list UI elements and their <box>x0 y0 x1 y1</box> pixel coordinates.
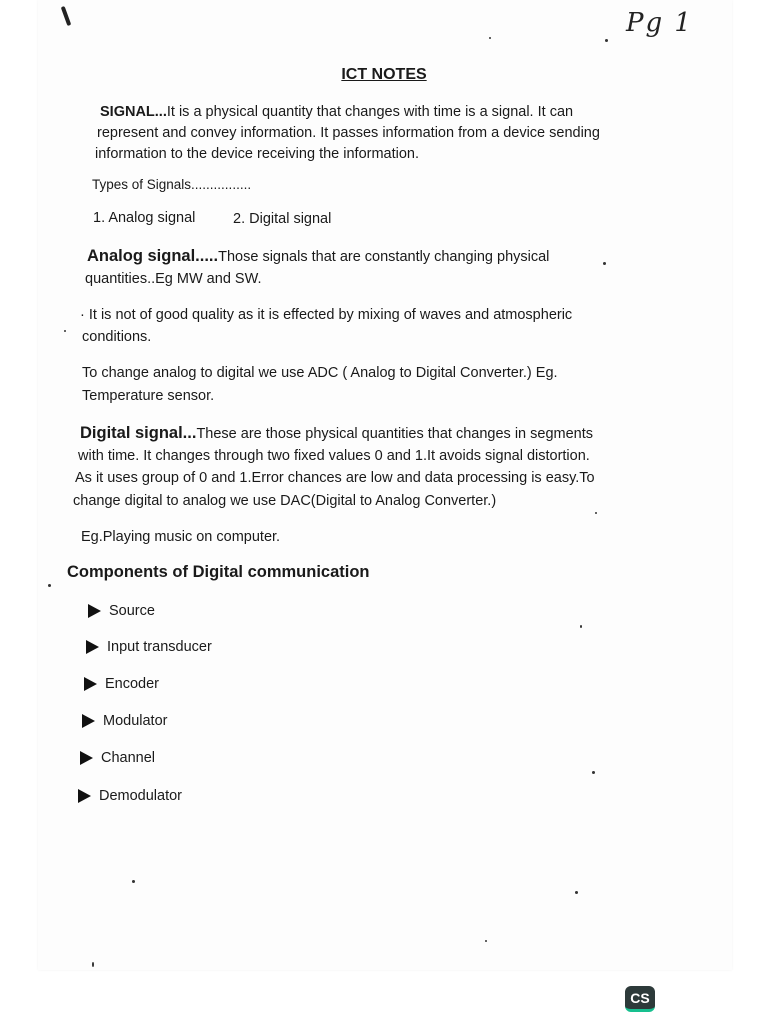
signal-text: It is a physical quantity that changes with time is a signal. It can <box>166 104 574 120</box>
scan-speck <box>92 962 94 967</box>
analog-text: Those signals that are constantly changing physical <box>218 249 550 265</box>
digital-definition-line-3: As it uses group of 0 and 1.Error chances are low and data processing is easy.To <box>75 470 595 486</box>
bullet-triangle-icon <box>78 789 91 803</box>
digital-term: Digital signal... <box>80 424 197 442</box>
scan-speck <box>485 940 487 942</box>
component-label: Input transducer <box>107 639 212 655</box>
digital-text: These are those physical quantities that changes in segments <box>196 426 594 442</box>
scan-speck <box>603 262 606 265</box>
component-item <box>84 676 159 692</box>
signal-definition-line-1 <box>100 101 573 123</box>
scan-speck <box>605 39 608 42</box>
digital-definition-line-2: with time. It changes through two fixed values 0 and 1.It avoids signal distortion. <box>78 448 590 464</box>
component-item <box>80 750 155 766</box>
scan-speck <box>575 891 578 894</box>
scan-speck <box>580 625 582 628</box>
analog-quality-line-1: · It is not of good quality as it is effected by mixing of waves and atmospheric <box>80 307 573 323</box>
component-label: Source <box>109 603 155 619</box>
component-item <box>82 713 167 729</box>
camscanner-logo: CS <box>625 986 655 1012</box>
bullet-triangle-icon <box>88 604 101 618</box>
page-title: ICT NOTES <box>341 66 427 83</box>
analog-term: Analog signal..... <box>87 247 219 265</box>
scan-speck <box>489 37 491 39</box>
signal-definition-line-3: information to the device receiving the information. <box>95 146 420 162</box>
scan-speck <box>592 771 595 774</box>
type-analog: 1. Analog signal <box>93 210 196 226</box>
scan-speck <box>64 330 66 332</box>
signal-term: SIGNAL... <box>100 104 167 120</box>
signal-definition-line-2: represent and convey information. It passes information from a device sending <box>97 125 600 141</box>
bullet-triangle-icon <box>84 677 97 691</box>
component-item <box>86 639 212 655</box>
component-label: Channel <box>101 750 156 766</box>
digital-definition-line-1 <box>80 422 593 445</box>
types-heading: Types of Signals................ <box>92 177 252 192</box>
component-item <box>88 603 155 619</box>
adc-line-1: To change analog to digital we use ADC ( Analog to Digital Converter.) Eg. <box>82 365 558 381</box>
scan-speck <box>48 584 51 587</box>
analog-definition-line-2: quantities..Eg MW and SW. <box>85 271 262 287</box>
digital-example: Eg.Playing music on computer. <box>81 529 281 545</box>
type-digital: 2. Digital signal <box>233 211 332 227</box>
analog-definition-line-1 <box>87 245 549 268</box>
adc-line-2: Temperature sensor. <box>82 388 215 404</box>
scan-speck <box>132 880 135 883</box>
page-number: Pg 1 <box>626 8 693 38</box>
component-item <box>78 788 182 804</box>
component-label: Encoder <box>105 676 160 692</box>
analog-quality-line-2: conditions. <box>82 329 152 345</box>
bullet-triangle-icon <box>80 751 93 765</box>
component-label: Modulator <box>103 713 168 729</box>
digital-definition-line-4: change digital to analog we use DAC(Digital to Analog Converter.) <box>73 493 497 509</box>
bullet-triangle-icon <box>86 640 99 654</box>
component-label: Demodulator <box>99 788 183 804</box>
scan-speck <box>595 512 597 514</box>
components-heading: Components of Digital communication <box>67 563 370 581</box>
bullet-triangle-icon <box>82 714 95 728</box>
